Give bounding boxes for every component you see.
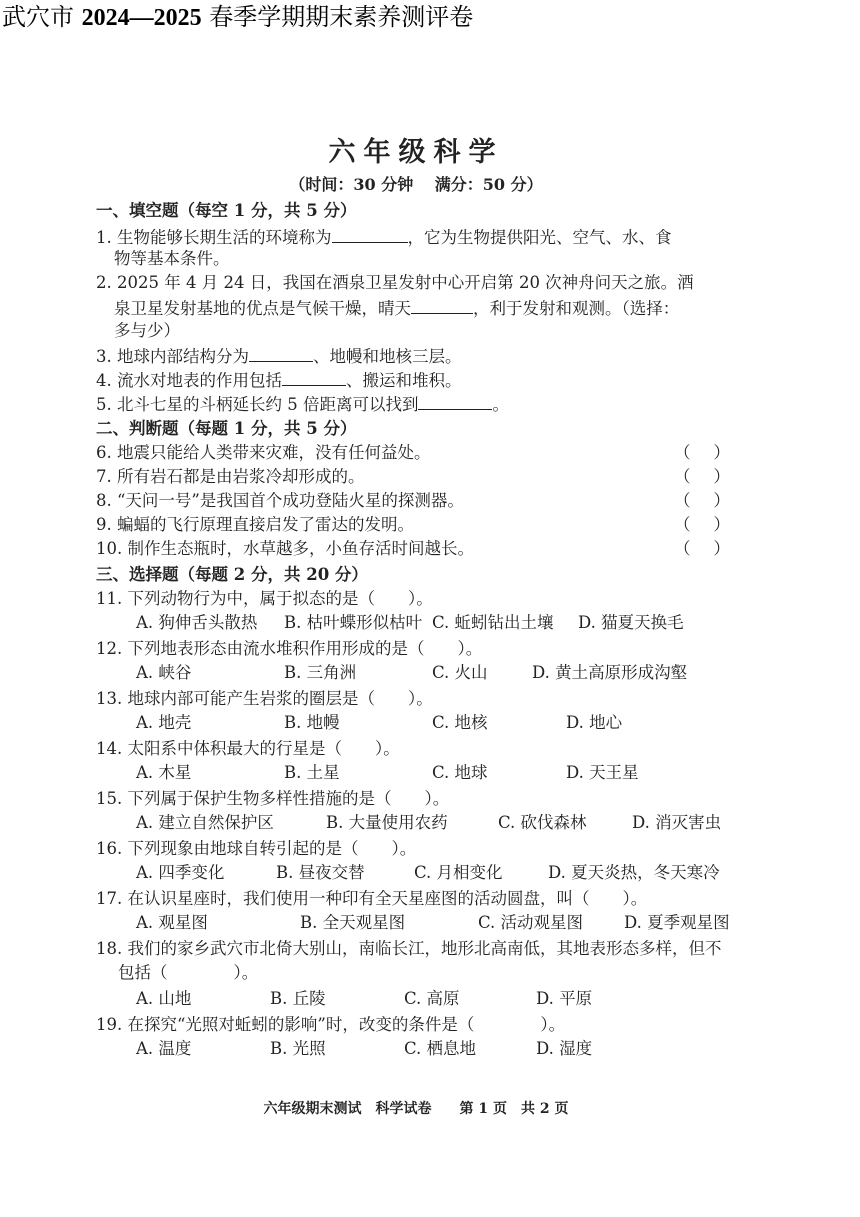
option-c[interactable]: C. 火山 xyxy=(432,663,488,682)
option-b[interactable]: B. 枯叶蝶形似枯叶 xyxy=(284,613,423,632)
answer-parentheses[interactable]: （ ） xyxy=(674,467,730,486)
option-d[interactable]: D. 夏季观星图 xyxy=(624,913,730,932)
exam-meta: （时间：30 分钟 满分：50 分） xyxy=(289,175,543,194)
question-10: 10. 制作生态瓶时，水草越多，小鱼存活时间越长。 xyxy=(96,539,474,558)
header-suffix: 春季学期期末素养测评卷 xyxy=(201,3,474,31)
answer-parentheses[interactable]: （ ） xyxy=(674,539,730,558)
exam-title: 六年级科学 xyxy=(328,137,504,168)
option-a[interactable]: A. 四季变化 xyxy=(136,863,225,882)
option-c[interactable]: C. 高原 xyxy=(404,989,460,1008)
question-15: 15. 下列属于保护生物多样性措施的是（ ）。 xyxy=(96,789,450,808)
exam-paper xyxy=(96,120,766,1120)
option-a[interactable]: A. 山地 xyxy=(136,989,192,1008)
option-b[interactable]: B. 光照 xyxy=(270,1039,326,1058)
option-d[interactable]: D. 地心 xyxy=(566,713,623,732)
option-a[interactable]: A. 建立自然保护区 xyxy=(136,813,274,832)
question-16: 16. 下列现象由地球自转引起的是（ ）。 xyxy=(96,839,417,858)
question-8: 8. “天问一号”是我国首个成功登陆火星的探测器。 xyxy=(96,491,464,510)
option-d[interactable]: D. 湿度 xyxy=(536,1039,593,1058)
option-d[interactable]: D. 夏天炎热，冬天寒冷 xyxy=(548,863,720,882)
question-5: 5. 北斗七星的斗柄延长约 5 倍距离可以找到 。 xyxy=(96,392,509,416)
option-a[interactable]: A. 地壳 xyxy=(136,713,192,732)
option-a[interactable]: A. 狗伸舌头散热 xyxy=(136,613,258,632)
section-multiple-choice-heading: 三、选择题（每题 2 分，共 20 分） xyxy=(96,565,368,584)
option-c[interactable]: C. 活动观星图 xyxy=(478,913,584,932)
question-6: 6. 地震只能给人类带来灾难，没有任何益处。 xyxy=(96,443,431,462)
option-a[interactable]: A. 峡谷 xyxy=(136,663,192,682)
option-c[interactable]: C. 地球 xyxy=(432,763,488,782)
option-c[interactable]: C. 地核 xyxy=(432,713,488,732)
document-header xyxy=(2,2,473,33)
answer-parentheses[interactable]: （ ） xyxy=(674,443,730,462)
option-b[interactable]: B. 土星 xyxy=(284,763,340,782)
question-17: 17. 在认识星座时，我们使用一种印有全天星座图的活动圆盘，叫（ ）。 xyxy=(96,889,648,908)
page-footer: 六年级期末测试 科学试卷 第 1 页 共 2 页 xyxy=(263,1101,569,1117)
question-13: 13. 地球内部可能产生岩浆的圈层是（ ）。 xyxy=(96,689,433,708)
header-prefix: 武穴市 xyxy=(2,3,82,31)
option-c[interactable]: C. 栖息地 xyxy=(404,1039,477,1058)
section-fill-blank-heading: 一、填空题（每空 1 分，共 5 分） xyxy=(96,201,357,220)
question-1: 1. 生物能够长期生活的环境称为 ，它为生物提供阳光、空气、水、食 xyxy=(96,225,672,249)
question-12: 12. 下列地表形态由流水堆积作用形成的是（ ）。 xyxy=(96,639,483,658)
option-b[interactable]: B. 昼夜交替 xyxy=(276,863,365,882)
question-1-cont: 物等基本条件。 xyxy=(114,249,230,268)
option-c[interactable]: C. 砍伐森林 xyxy=(498,813,587,832)
option-b[interactable]: B. 丘陵 xyxy=(270,989,326,1008)
question-19: 19. 在探究“光照对蚯蚓的影响”时，改变的条件是（ ）。 xyxy=(96,1015,566,1034)
option-d[interactable]: D. 消灭害虫 xyxy=(632,813,722,832)
question-4: 4. 流水对地表的作用包括 、搬运和堆积。 xyxy=(96,368,462,392)
question-3: 3. 地球内部结构分为 、地幔和地核三层。 xyxy=(96,344,462,368)
question-18-cont: 包括（ ）。 xyxy=(118,963,259,982)
answer-blank[interactable] xyxy=(249,344,313,362)
answer-parentheses[interactable]: （ ） xyxy=(674,491,730,510)
option-b[interactable]: B. 三角洲 xyxy=(284,663,357,682)
option-d[interactable]: D. 猫夏天换毛 xyxy=(578,613,684,632)
question-7: 7. 所有岩石都是由岩浆冷却形成的。 xyxy=(96,467,365,486)
question-2-cont-2: 多与少） xyxy=(114,321,180,340)
option-b[interactable]: B. 全天观星图 xyxy=(300,913,406,932)
answer-blank[interactable] xyxy=(282,368,346,386)
option-b[interactable]: B. 大量使用农药 xyxy=(326,813,448,832)
question-2: 2. 2025 年 4 月 24 日，我国在酒泉卫星发射中心开启第 20 次神舟问天之旅。酒 xyxy=(96,273,694,292)
question-14: 14. 太阳系中体积最大的行星是（ ）。 xyxy=(96,739,400,758)
answer-blank[interactable] xyxy=(418,392,492,410)
option-d[interactable]: D. 黄土高原形成沟壑 xyxy=(532,663,688,682)
answer-parentheses[interactable]: （ ） xyxy=(674,515,730,534)
option-c[interactable]: C. 蚯蚓钻出土壤 xyxy=(432,613,554,632)
option-a[interactable]: A. 木星 xyxy=(136,763,192,782)
option-d[interactable]: D. 平原 xyxy=(536,989,593,1008)
header-year: 2024—2025 xyxy=(81,5,202,31)
answer-blank[interactable] xyxy=(332,225,408,243)
answer-blank[interactable] xyxy=(411,296,473,314)
question-2-cont: 泉卫星发射基地的优点是气候干燥，晴天 ，利于发射和观测。（选择： xyxy=(114,296,679,320)
section-true-false-heading: 二、判断题（每题 1 分，共 5 分） xyxy=(96,419,357,438)
question-11: 11. 下列动物行为中，属于拟态的是（ ）。 xyxy=(96,589,433,608)
question-9: 9. 蝙蝠的飞行原理直接启发了雷达的发明。 xyxy=(96,515,414,534)
question-18: 18. 我们的家乡武穴市北倚大别山，南临长江，地形北高南低，其地表形态多样，但不 xyxy=(96,939,722,958)
option-a[interactable]: A. 温度 xyxy=(136,1039,192,1058)
option-b[interactable]: B. 地幔 xyxy=(284,713,340,732)
option-d[interactable]: D. 天王星 xyxy=(566,763,639,782)
option-a[interactable]: A. 观星图 xyxy=(136,913,208,932)
option-c[interactable]: C. 月相变化 xyxy=(414,863,503,882)
